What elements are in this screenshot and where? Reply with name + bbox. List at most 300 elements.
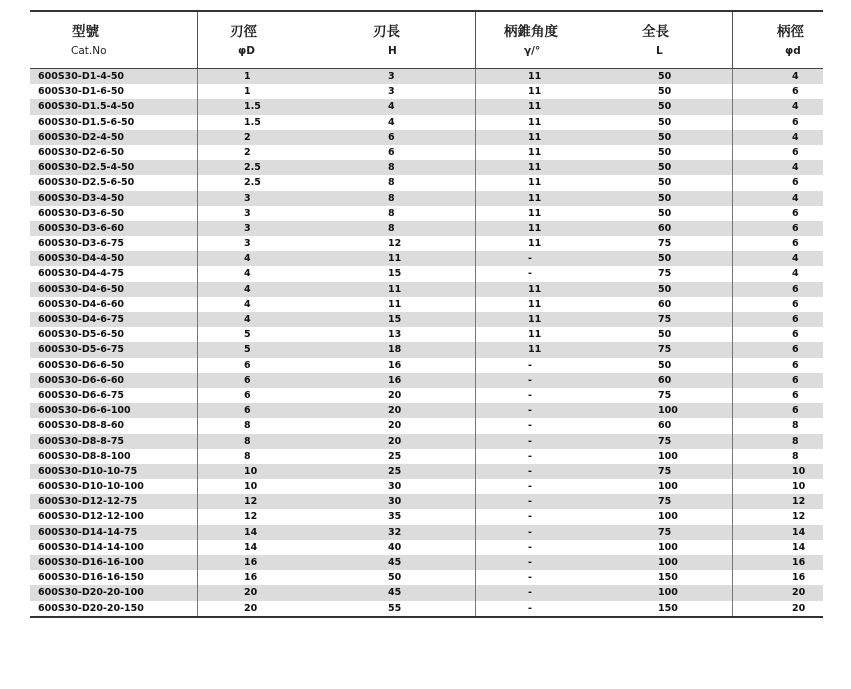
cell-total-len: 50 [658, 177, 672, 189]
column-divider [475, 358, 476, 373]
column-divider [197, 84, 198, 99]
column-divider [732, 418, 733, 433]
column-divider [197, 221, 198, 236]
column-divider [732, 585, 733, 600]
column-divider [475, 525, 476, 540]
cell-shank-dia: 6 [792, 344, 799, 356]
cell-total-len: 50 [658, 131, 672, 143]
cell-model: 600S30-D1-4-50 [38, 71, 125, 82]
column-divider [197, 312, 198, 327]
cell-blade-dia: 2.5 [244, 162, 261, 174]
cell-taper: - [528, 587, 532, 599]
cell-model: 600S30-D14-14-75 [38, 526, 138, 538]
cell-taper: 11 [528, 222, 542, 234]
cell-model: 600S30-D8-8-100 [38, 450, 131, 462]
column-divider [732, 236, 733, 251]
column-divider [732, 555, 733, 570]
column-divider [197, 540, 198, 555]
cell-blade-len: 20 [388, 420, 402, 432]
cell-total-len: 100 [658, 557, 678, 568]
cell-blade-len: 6 [388, 131, 395, 143]
cell-model: 600S30-D8-8-60 [38, 420, 125, 432]
table-row [30, 449, 823, 464]
cell-blade-len: 16 [388, 359, 402, 371]
column-divider [475, 388, 476, 403]
cell-blade-len: 3 [388, 86, 395, 98]
header-separator [732, 12, 733, 68]
cell-blade-dia: 1.5 [244, 101, 261, 113]
column-divider [475, 282, 476, 297]
header-model-en: Cat.No [71, 45, 107, 57]
header-taper-en: γ/° [524, 45, 541, 57]
cell-model: 600S30-D4-4-75 [38, 268, 125, 280]
column-divider [475, 297, 476, 312]
column-divider [197, 130, 198, 145]
cell-blade-len: 25 [388, 450, 402, 462]
cell-model: 600S30-D1-6-50 [38, 86, 125, 98]
column-divider [732, 342, 733, 357]
column-divider [197, 434, 198, 449]
cell-shank-dia: 6 [792, 389, 799, 401]
column-divider [475, 160, 476, 175]
cell-blade-dia: 1 [244, 71, 251, 82]
cell-taper: - [528, 389, 532, 401]
cell-shank-dia: 14 [792, 541, 806, 553]
column-divider [475, 585, 476, 600]
cell-blade-len: 6 [388, 146, 395, 158]
table-row [30, 266, 823, 281]
cell-model: 600S30-D4-6-60 [38, 298, 125, 310]
column-divider [475, 191, 476, 206]
table-row [30, 342, 823, 357]
cell-shank-dia: 6 [792, 374, 799, 386]
cell-shank-dia: 6 [792, 329, 799, 341]
column-divider [732, 525, 733, 540]
cell-model: 600S30-D5-6-75 [38, 344, 125, 356]
table-row [30, 525, 823, 540]
table-row [30, 115, 823, 130]
column-divider [197, 342, 198, 357]
cell-shank-dia: 20 [792, 587, 806, 599]
table-row [30, 130, 823, 145]
column-divider [197, 251, 198, 266]
column-divider [197, 327, 198, 342]
cell-model: 600S30-D10-10-75 [38, 465, 138, 477]
cell-taper: - [528, 253, 532, 265]
cell-blade-dia: 12 [244, 511, 258, 523]
cell-blade-len: 16 [388, 374, 402, 386]
cell-taper: - [528, 359, 532, 371]
cell-blade-len: 4 [388, 116, 395, 128]
cell-model: 600S30-D3-6-50 [38, 207, 125, 219]
column-divider [475, 145, 476, 160]
cell-taper: - [528, 526, 532, 538]
cell-taper: - [528, 268, 532, 280]
cell-total-len: 100 [658, 450, 678, 462]
cell-total-len: 75 [658, 496, 672, 508]
cell-taper: 11 [528, 86, 542, 98]
column-divider [475, 434, 476, 449]
cell-model: 600S30-D1.5-6-50 [38, 116, 135, 128]
table-row [30, 251, 823, 266]
cell-total-len: 75 [658, 526, 672, 538]
table-row [30, 479, 823, 494]
cell-shank-dia: 4 [792, 192, 799, 204]
cell-shank-dia: 6 [792, 298, 799, 310]
cell-shank-dia: 6 [792, 222, 799, 234]
cell-blade-dia: 3 [244, 222, 251, 234]
cell-total-len: 100 [658, 541, 678, 553]
column-divider [732, 145, 733, 160]
cell-taper: - [528, 572, 532, 584]
cell-taper: 11 [528, 314, 542, 325]
column-divider [475, 221, 476, 236]
column-divider [197, 494, 198, 509]
table-row [30, 509, 823, 524]
column-divider [475, 601, 476, 616]
cell-model: 600S30-D4-6-50 [38, 283, 125, 295]
cell-blade-dia: 4 [244, 253, 251, 265]
cell-shank-dia: 10 [792, 465, 806, 477]
cell-shank-dia: 6 [792, 177, 799, 189]
cell-blade-dia: 20 [244, 602, 258, 614]
table-row [30, 69, 823, 84]
column-divider [732, 570, 733, 585]
cell-taper: - [528, 405, 532, 417]
spec-table [30, 10, 823, 618]
column-divider [197, 175, 198, 190]
cell-model: 600S30-D3-6-75 [38, 238, 125, 250]
column-divider [197, 601, 198, 616]
cell-taper: 11 [528, 207, 542, 219]
cell-total-len: 50 [658, 86, 672, 98]
cell-blade-len: 3 [388, 71, 395, 82]
cell-total-len: 75 [658, 435, 672, 447]
column-divider [475, 494, 476, 509]
table-row [30, 175, 823, 190]
cell-taper: 11 [528, 177, 542, 189]
column-divider [732, 509, 733, 524]
column-divider [197, 206, 198, 221]
column-divider [197, 525, 198, 540]
column-divider [197, 191, 198, 206]
column-divider [197, 479, 198, 494]
cell-shank-dia: 6 [792, 116, 799, 128]
cell-model: 600S30-D6-6-50 [38, 359, 125, 371]
cell-taper: 11 [528, 238, 542, 250]
cell-total-len: 75 [658, 465, 672, 477]
cell-blade-dia: 8 [244, 420, 251, 432]
table-row [30, 585, 823, 600]
cell-taper: - [528, 557, 532, 568]
column-divider [197, 388, 198, 403]
column-divider [197, 418, 198, 433]
cell-shank-dia: 8 [792, 450, 799, 462]
column-divider [475, 479, 476, 494]
column-divider [732, 84, 733, 99]
cell-shank-dia: 14 [792, 526, 806, 538]
cell-taper: - [528, 465, 532, 477]
cell-blade-len: 8 [388, 222, 395, 234]
column-divider [475, 266, 476, 281]
cell-shank-dia: 20 [792, 602, 806, 614]
cell-taper: 11 [528, 131, 542, 143]
cell-total-len: 75 [658, 268, 672, 280]
cell-blade-len: 40 [388, 541, 402, 553]
cell-model: 600S30-D3-6-60 [38, 222, 125, 234]
cell-shank-dia: 4 [792, 71, 799, 82]
cell-model: 600S30-D10-10-100 [38, 481, 144, 493]
cell-blade-dia: 1 [244, 86, 251, 98]
cell-total-len: 100 [658, 481, 678, 493]
table-row [30, 373, 823, 388]
table-row [30, 555, 823, 570]
cell-total-len: 60 [658, 298, 672, 310]
cell-shank-dia: 6 [792, 283, 799, 295]
column-divider [197, 69, 198, 84]
cell-blade-dia: 6 [244, 405, 251, 417]
cell-blade-dia: 2 [244, 131, 251, 143]
cell-shank-dia: 8 [792, 420, 799, 432]
cell-total-len: 50 [658, 192, 672, 204]
column-divider [197, 449, 198, 464]
column-divider [732, 266, 733, 281]
cell-taper: 11 [528, 71, 542, 82]
column-divider [475, 69, 476, 84]
cell-total-len: 60 [658, 420, 672, 432]
cell-blade-len: 20 [388, 435, 402, 447]
column-divider [475, 115, 476, 130]
cell-total-len: 50 [658, 253, 672, 265]
cell-shank-dia: 4 [792, 131, 799, 143]
header-model [72, 12, 182, 68]
cell-model: 600S30-D6-6-100 [38, 405, 131, 417]
cell-model: 600S30-D20-20-100 [38, 587, 144, 599]
column-divider [732, 282, 733, 297]
cell-shank-dia: 12 [792, 496, 806, 508]
cell-blade-dia: 20 [244, 587, 258, 599]
cell-taper: - [528, 450, 532, 462]
cell-model: 600S30-D2.5-6-50 [38, 177, 135, 189]
cell-blade-len: 15 [388, 268, 402, 280]
header-blade-len-en: H [388, 45, 397, 57]
cell-total-len: 50 [658, 329, 672, 341]
column-divider [197, 297, 198, 312]
cell-total-len: 75 [658, 344, 672, 356]
cell-blade-dia: 6 [244, 359, 251, 371]
cell-total-len: 75 [658, 389, 672, 401]
cell-model: 600S30-D3-4-50 [38, 192, 125, 204]
table-body [30, 69, 823, 618]
cell-taper: - [528, 541, 532, 553]
column-divider [475, 312, 476, 327]
cell-total-len: 50 [658, 162, 672, 174]
header-taper-zh: 柄錐角度 [504, 24, 558, 40]
cell-model: 600S30-D2.5-4-50 [38, 162, 135, 174]
cell-blade-dia: 4 [244, 268, 251, 280]
table-row [30, 327, 823, 342]
column-divider [732, 494, 733, 509]
table-row [30, 312, 823, 327]
column-divider [475, 327, 476, 342]
cell-blade-len: 8 [388, 192, 395, 204]
cell-blade-dia: 6 [244, 389, 251, 401]
header-shank-dia-zh: 柄徑 [777, 24, 804, 40]
column-divider [475, 464, 476, 479]
cell-taper: 11 [528, 101, 542, 113]
cell-blade-len: 50 [388, 572, 402, 584]
cell-shank-dia: 4 [792, 162, 799, 174]
cell-model: 600S30-D4-4-50 [38, 253, 125, 265]
table-row [30, 160, 823, 175]
column-divider [197, 570, 198, 585]
cell-shank-dia: 8 [792, 435, 799, 447]
cell-model: 600S30-D6-6-60 [38, 374, 125, 386]
cell-blade-len: 11 [388, 298, 402, 310]
column-divider [475, 236, 476, 251]
cell-blade-len: 13 [388, 329, 402, 341]
cell-model: 600S30-D2-6-50 [38, 146, 125, 158]
cell-model: 600S30-D14-14-100 [38, 541, 144, 553]
cell-blade-len: 11 [388, 253, 402, 265]
header-total-len-en: L [656, 45, 663, 57]
column-divider [732, 373, 733, 388]
column-divider [197, 115, 198, 130]
cell-taper: - [528, 420, 532, 432]
cell-blade-len: 18 [388, 344, 402, 356]
cell-total-len: 150 [658, 602, 678, 614]
column-divider [732, 434, 733, 449]
column-divider [475, 418, 476, 433]
header-model-zh: 型號 [72, 24, 99, 40]
cell-shank-dia: 4 [792, 253, 799, 265]
cell-blade-dia: 12 [244, 496, 258, 508]
column-divider [732, 297, 733, 312]
cell-taper: - [528, 496, 532, 508]
column-divider [732, 479, 733, 494]
cell-model: 600S30-D8-8-75 [38, 435, 125, 447]
table-row [30, 601, 823, 616]
cell-total-len: 50 [658, 359, 672, 371]
table-row [30, 221, 823, 236]
cell-blade-dia: 3 [244, 207, 251, 219]
column-divider [197, 403, 198, 418]
cell-blade-dia: 5 [244, 329, 251, 341]
cell-blade-len: 32 [388, 526, 402, 538]
column-divider [475, 251, 476, 266]
table-row [30, 464, 823, 479]
cell-total-len: 50 [658, 283, 672, 295]
cell-taper: - [528, 602, 532, 614]
column-divider [732, 358, 733, 373]
cell-shank-dia: 6 [792, 207, 799, 219]
cell-blade-len: 4 [388, 101, 395, 113]
cell-blade-len: 45 [388, 587, 402, 599]
column-divider [732, 403, 733, 418]
cell-model: 600S30-D20-20-150 [38, 602, 144, 614]
cell-blade-len: 12 [388, 238, 402, 250]
cell-blade-dia: 14 [244, 526, 258, 538]
header-blade-len-zh: 刃長 [373, 24, 400, 40]
cell-total-len: 60 [658, 374, 672, 386]
column-divider [197, 266, 198, 281]
column-divider [475, 509, 476, 524]
column-divider [732, 130, 733, 145]
column-divider [197, 555, 198, 570]
cell-total-len: 50 [658, 146, 672, 158]
cell-total-len: 100 [658, 587, 678, 599]
header-blade-dia-en: φD [238, 45, 255, 57]
table-row [30, 494, 823, 509]
cell-blade-dia: 3 [244, 238, 251, 250]
cell-shank-dia: 10 [792, 481, 806, 493]
column-divider [197, 99, 198, 114]
cell-shank-dia: 6 [792, 359, 799, 371]
column-divider [732, 251, 733, 266]
column-divider [732, 327, 733, 342]
column-divider [197, 160, 198, 175]
cell-shank-dia: 16 [792, 557, 806, 568]
cell-blade-dia: 4 [244, 283, 251, 295]
table-row [30, 99, 823, 114]
column-divider [732, 175, 733, 190]
table-row [30, 570, 823, 585]
column-divider [197, 145, 198, 160]
cell-blade-dia: 6 [244, 374, 251, 386]
cell-model: 600S30-D4-6-75 [38, 314, 125, 325]
table-row [30, 282, 823, 297]
cell-total-len: 60 [658, 222, 672, 234]
cell-model: 600S30-D12-12-75 [38, 496, 138, 508]
cell-model: 600S30-D5-6-50 [38, 329, 125, 341]
cell-total-len: 100 [658, 405, 678, 417]
header-shank-dia-en: φd [785, 45, 801, 57]
cell-shank-dia: 4 [792, 268, 799, 280]
cell-blade-dia: 14 [244, 541, 258, 553]
column-divider [732, 449, 733, 464]
column-divider [197, 236, 198, 251]
table-row [30, 297, 823, 312]
cell-blade-dia: 8 [244, 435, 251, 447]
cell-model: 600S30-D12-12-100 [38, 511, 144, 523]
cell-blade-len: 35 [388, 511, 402, 523]
column-divider [475, 130, 476, 145]
cell-total-len: 50 [658, 71, 672, 82]
column-divider [197, 585, 198, 600]
column-divider [732, 464, 733, 479]
cell-blade-len: 20 [388, 389, 402, 401]
column-divider [197, 509, 198, 524]
column-divider [197, 373, 198, 388]
column-divider [475, 570, 476, 585]
table-row [30, 358, 823, 373]
column-divider [197, 358, 198, 373]
table-row [30, 434, 823, 449]
column-divider [732, 160, 733, 175]
cell-shank-dia: 6 [792, 405, 799, 417]
cell-taper: 11 [528, 298, 542, 310]
cell-blade-dia: 2 [244, 146, 251, 158]
cell-shank-dia: 6 [792, 314, 799, 325]
table-row [30, 418, 823, 433]
cell-total-len: 150 [658, 572, 678, 584]
cell-shank-dia: 16 [792, 572, 806, 584]
cell-taper: - [528, 435, 532, 447]
column-divider [732, 99, 733, 114]
cell-blade-len: 30 [388, 481, 402, 493]
column-divider [475, 373, 476, 388]
cell-model: 600S30-D2-4-50 [38, 131, 125, 143]
